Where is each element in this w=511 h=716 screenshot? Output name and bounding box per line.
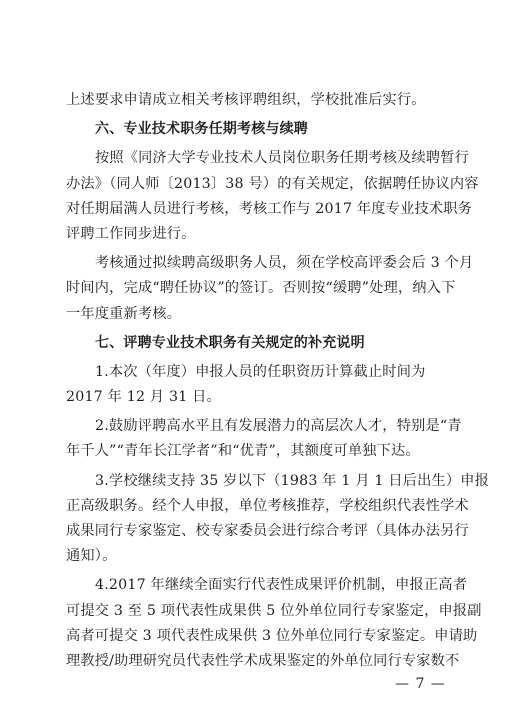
- section-heading-7: 七、评聘专业技术职务有关规定的补充说明: [95, 334, 365, 351]
- paragraph-line: 可提交 3 至 5 项代表性成果供 5 位外单位同行专家鉴定，申报副: [66, 602, 482, 619]
- paragraph-line: 1.本次（年度）申报人员的任职资历计算截止时间为: [95, 363, 426, 380]
- paragraph-line: 一年度重新考核。: [66, 305, 182, 322]
- paragraph-line: 对任期届满人员进行考核，考核工作与 2017 年度专业技术职务: [66, 200, 473, 217]
- paragraph-line: 2.鼓励评聘高水平且有发展潜力的高层次人才，特别是“青: [95, 418, 462, 435]
- paragraph-line: 按照《同济大学专业技术人员岗位职务任期考核及续聘暂行: [95, 150, 470, 167]
- paragraph-line: 评聘工作同步进行。: [66, 225, 196, 242]
- paragraph-line: 高者可提交 3 项代表性成果供 3 位外单位同行专家鉴定。申请助: [66, 627, 478, 644]
- document-body: [66, 88, 490, 674]
- paragraph-line: 4.2017 年继续全面实行代表性成果评价机制，申报正高者: [95, 577, 468, 594]
- page-number: — 7 —: [395, 676, 446, 692]
- paragraph-line: 2017 年 12 月 31 日。: [66, 389, 221, 406]
- paragraph-line: 上述要求申请成立相关考核评聘组织，学校批准后实行。: [66, 92, 426, 108]
- paragraph-line: 成果同行专家鉴定、校专家委员会进行综合考评（具体办法另行: [66, 523, 469, 539]
- paragraph-line: 正高级职务。经个人申报，单位考核推荐，学校组织代表性学术: [66, 497, 469, 514]
- paragraph-line: 通知）。: [66, 548, 117, 565]
- paragraph-line: 3.学校继续支持 35 岁以下（1983 年 1 月 1 日后出生）申报: [95, 472, 490, 489]
- paragraph-line: 办法》（同人师〔2013〕38 号）的有关规定，依据聘任协议内容: [66, 175, 479, 192]
- paragraph-line: 理教授/助理研究员代表性学术成果鉴定的外单位同行专家数不: [66, 652, 460, 669]
- paragraph-line: 时间内，完成“聘任协议”的签订。否则按“缓聘”处理，纳入下: [66, 280, 456, 297]
- paragraph-line: 考核通过拟续聘高级职务人员，须在学校高评委会后 3 个月: [95, 255, 474, 272]
- section-heading-6: 六、专业技术职务任期考核与续聘: [95, 121, 308, 138]
- paragraph-line: 年千人”“青年长江学者”和“优青”，其额度可单独下达。: [66, 443, 420, 460]
